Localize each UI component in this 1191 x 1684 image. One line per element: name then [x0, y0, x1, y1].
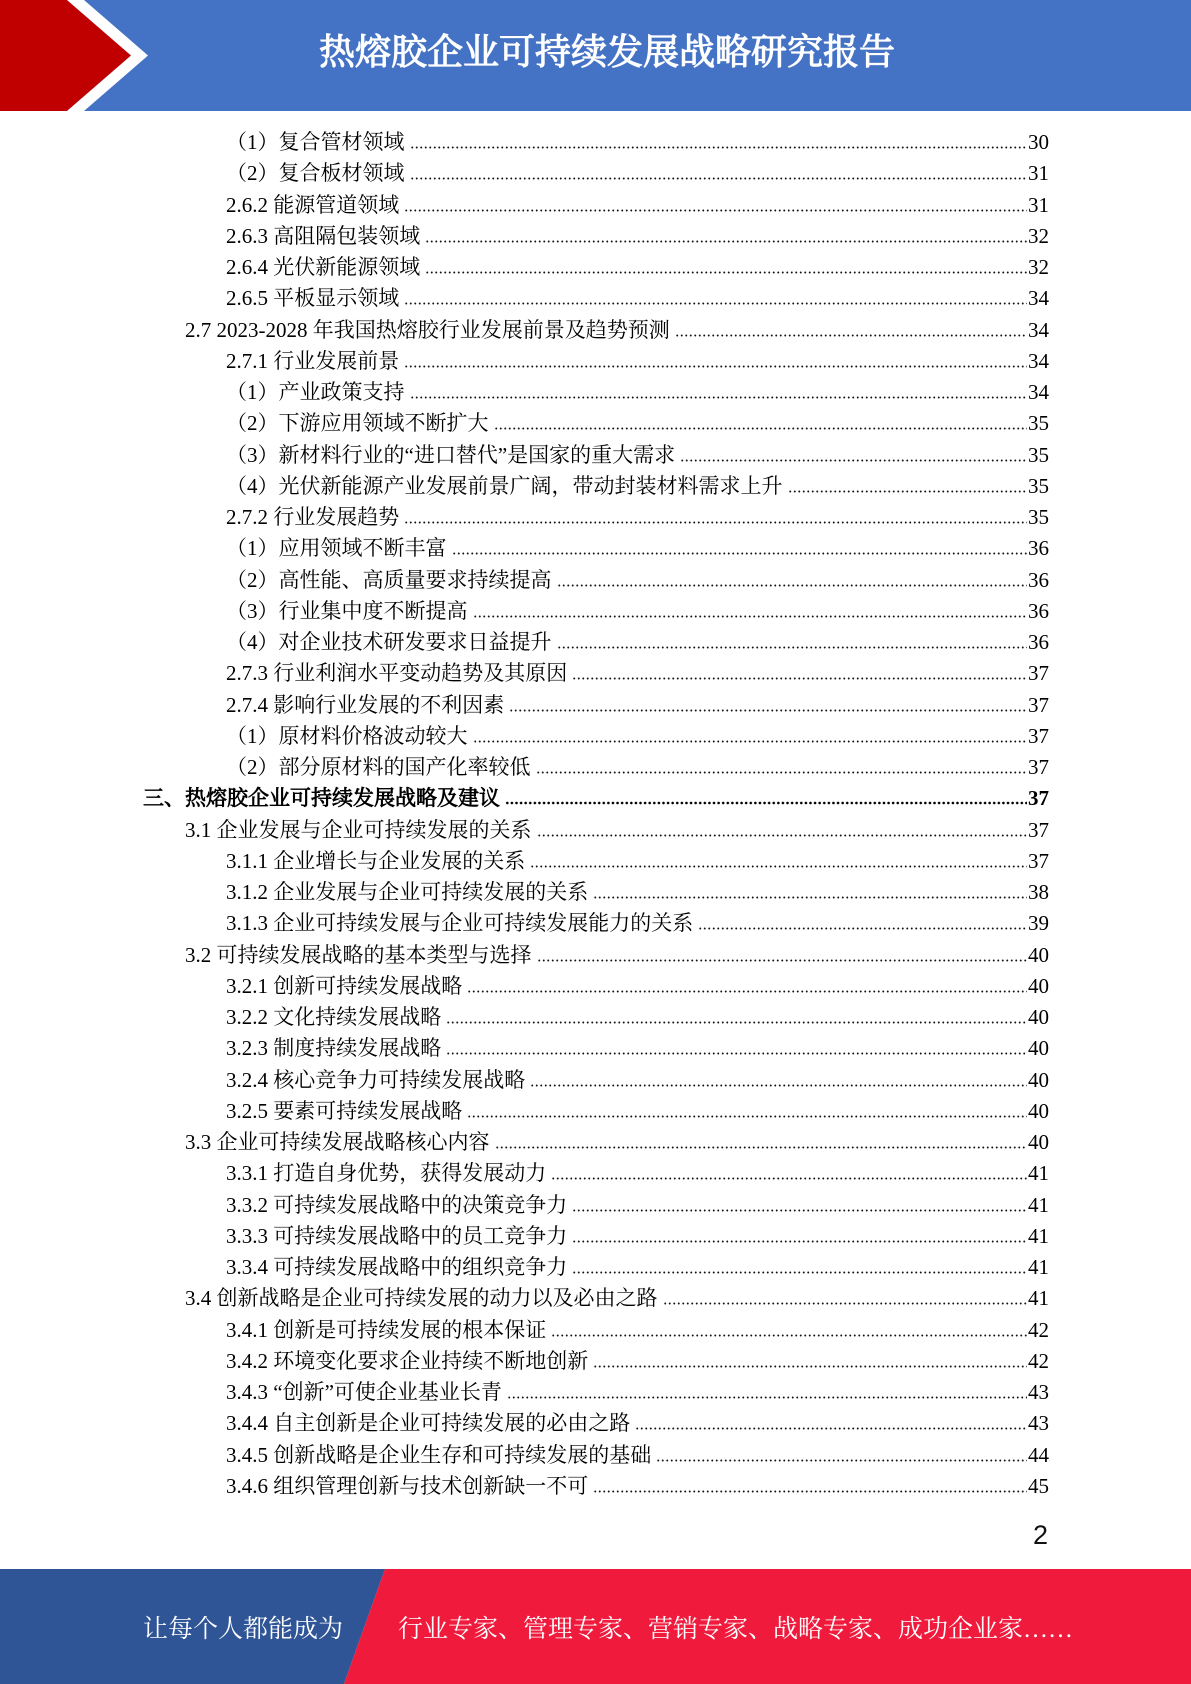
- toc-entry-title: （4）光伏新能源产业发展前景广阔，带动封装材料需求上升: [226, 473, 783, 498]
- toc-entry-page-number: 41: [1028, 1192, 1049, 1217]
- toc-entry[interactable]: [143, 1221, 1049, 1252]
- toc-dot-leader: [494, 427, 1028, 430]
- toc-dot-leader: [551, 1334, 1027, 1337]
- toc-entry-title: 3.4.1 创新是可持续发展的根本保证: [226, 1317, 547, 1342]
- toc-entry-title: 3.2.1 创新可持续发展战略: [226, 973, 463, 998]
- toc-entry[interactable]: [143, 971, 1049, 1002]
- toc-entry-title: 2.7 2023-2028 年我国热熔胶行业发展前景及趋势预测: [185, 317, 670, 342]
- toc-entry-title: 3.2 可持续发展战略的基本类型与选择: [185, 942, 532, 967]
- toc-dot-leader: [467, 1115, 1027, 1118]
- footer-banner: [0, 1569, 1191, 1684]
- toc-entry[interactable]: [143, 1158, 1049, 1189]
- toc-entry-page-number: 34: [1028, 348, 1049, 373]
- toc-dot-leader: [446, 1021, 1027, 1024]
- toc-entry-title: 3.1.3 企业可持续发展与企业可持续发展能力的关系: [226, 911, 694, 936]
- toc-dot-leader: [410, 146, 1028, 149]
- toc-dot-leader: [530, 865, 1027, 868]
- toc-entry-title: 3.4.3 “创新”可使企业基业长青: [226, 1380, 502, 1404]
- toc-entry-title: 3.4.4 自主创新是企业可持续发展的必由之路: [226, 1411, 631, 1436]
- toc-entry-page-number: 37: [1028, 817, 1049, 842]
- toc-entry-page-number: 34: [1028, 317, 1049, 342]
- toc-entry[interactable]: [143, 408, 1049, 439]
- toc-entry[interactable]: [143, 1408, 1049, 1439]
- toc-entry-title: （1）复合管材领域: [226, 130, 405, 154]
- toc-entry-page-number: 40: [1028, 1005, 1049, 1029]
- toc-dot-leader: [557, 646, 1028, 649]
- toc-entry-page-number: 32: [1028, 223, 1049, 248]
- toc-entry-page-number: 32: [1028, 255, 1049, 279]
- toc-dot-leader: [663, 1302, 1028, 1305]
- toc-dot-leader: [425, 240, 1027, 243]
- toc-entry[interactable]: [143, 190, 1049, 221]
- toc-entry-page-number: 30: [1028, 130, 1049, 154]
- toc-entry-title: 3.4.2 环境变化要求企业持续不断地创新: [226, 1348, 589, 1373]
- toc-entry-page-number: 35: [1028, 442, 1049, 467]
- toc-entry-title: 三、热熔胶企业可持续发展战略及建议: [143, 786, 500, 811]
- toc-dot-leader: [537, 834, 1028, 837]
- toc-entry-page-number: 39: [1028, 911, 1049, 936]
- toc-entry[interactable]: [143, 565, 1049, 596]
- toc-entry-page-number: 42: [1028, 1348, 1049, 1373]
- toc-dot-leader: [410, 396, 1028, 399]
- toc-entry[interactable]: [143, 1033, 1049, 1064]
- footer-slogan-right: 行业专家、管理专家、营销专家、战略专家、成功企业家……: [398, 1616, 1074, 1643]
- toc-dot-leader: [473, 615, 1028, 618]
- toc-entry-title: 3.4.6 组织管理创新与技术创新缺一不可: [226, 1473, 589, 1498]
- toc-entry-page-number: 41: [1028, 1286, 1049, 1311]
- toc-entry-title: 3.2.4 核心竞争力可持续发展战略: [226, 1067, 526, 1092]
- toc-dot-leader: [551, 1177, 1027, 1180]
- toc-entry[interactable]: [143, 596, 1049, 627]
- toc-entry-page-number: 40: [1028, 1130, 1049, 1154]
- toc-entry-page-number: 36: [1028, 598, 1049, 623]
- toc-entry-title: （2）高性能、高质量要求持续提高: [226, 567, 552, 592]
- toc-entry-page-number: 40: [1028, 942, 1049, 967]
- footer-slogan-left: 让每个人都能成为: [143, 1616, 344, 1643]
- toc-entry-page-number: 36: [1028, 536, 1049, 561]
- toc-dot-leader: [656, 1459, 1027, 1462]
- toc-entry[interactable]: [143, 1315, 1049, 1346]
- toc-dot-leader: [473, 740, 1028, 743]
- toc-entry[interactable]: [143, 1440, 1049, 1471]
- toc-entry[interactable]: [143, 846, 1049, 877]
- toc-entry[interactable]: [143, 815, 1049, 846]
- toc-dot-leader: [680, 459, 1027, 462]
- toc-entry-page-number: 36: [1028, 567, 1049, 592]
- toc-entry[interactable]: [143, 471, 1049, 502]
- toc-dot-leader: [557, 584, 1028, 587]
- toc-entry-title: 2.6.3 高阻隔包装领域: [226, 223, 421, 248]
- toc-entry-page-number: 35: [1028, 505, 1049, 529]
- toc-entry-page-number: 37: [1028, 848, 1049, 873]
- toc-entry[interactable]: [143, 440, 1049, 471]
- toc-dot-leader: [593, 896, 1027, 899]
- toc-entry-page-number: 34: [1028, 380, 1049, 404]
- toc-entry-page-number: 35: [1028, 473, 1049, 498]
- toc-dot-leader: [572, 677, 1027, 680]
- page-number: 2: [1032, 1520, 1048, 1550]
- toc-entry[interactable]: [143, 658, 1049, 689]
- toc-entry[interactable]: [143, 1252, 1049, 1283]
- toc-entry-title: 2.6.4 光伏新能源领域: [226, 255, 421, 279]
- toc-entry[interactable]: [143, 315, 1049, 346]
- toc-entry[interactable]: [143, 1002, 1049, 1033]
- toc-entry-page-number: 41: [1028, 1223, 1049, 1248]
- toc-entry-title: 3.1.1 企业增长与企业发展的关系: [226, 848, 526, 873]
- toc-entry-title: （1）原材料价格波动较大: [226, 723, 468, 748]
- toc-dot-leader: [404, 302, 1027, 305]
- toc-dot-leader: [404, 365, 1027, 368]
- toc-entry-page-number: 45: [1028, 1473, 1049, 1498]
- toc-entry-page-number: 41: [1028, 1161, 1049, 1186]
- toc-entry-page-number: 37: [1028, 786, 1049, 811]
- toc-entry-title: 3.4.5 创新战略是企业生存和可持续发展的基础: [226, 1442, 652, 1467]
- toc-dot-leader: [505, 801, 1027, 805]
- toc-dot-leader: [404, 209, 1027, 212]
- toc-entry[interactable]: [143, 627, 1049, 658]
- report-title: 热熔胶企业可持续发展战略研究报告: [318, 31, 895, 72]
- toc-entry-title: 3.3.3 可持续发展战略中的员工竞争力: [226, 1223, 568, 1248]
- toc-entry-title: 3.1 企业发展与企业可持续发展的关系: [185, 817, 532, 842]
- toc-dot-leader: [572, 1271, 1027, 1274]
- toc-entry-page-number: 43: [1028, 1380, 1049, 1404]
- toc-entry-page-number: 40: [1028, 1098, 1049, 1123]
- toc-dot-leader: [507, 1396, 1027, 1399]
- toc-entry[interactable]: [143, 533, 1049, 564]
- toc-entry-title: 2.7.4 影响行业发展的不利因素: [226, 692, 505, 717]
- toc-entry-page-number: 31: [1028, 161, 1049, 186]
- toc-dot-leader: [788, 490, 1028, 493]
- toc-entry[interactable]: [143, 252, 1049, 283]
- toc-dot-leader: [593, 1490, 1027, 1493]
- toc-dot-leader: [467, 990, 1027, 993]
- toc-entry-page-number: 42: [1028, 1317, 1049, 1342]
- toc-entry-page-number: 37: [1028, 661, 1049, 686]
- toc-entry-page-number: 43: [1028, 1411, 1049, 1436]
- toc-dot-leader: [446, 1052, 1027, 1055]
- toc-dot-leader: [425, 271, 1027, 274]
- header-banner: [0, 0, 1191, 111]
- toc-entry[interactable]: [143, 346, 1049, 377]
- toc-dot-leader: [635, 1427, 1027, 1430]
- toc-entry-title: 2.7.3 行业利润水平变动趋势及其原因: [226, 661, 568, 686]
- toc-entry-page-number: 44: [1028, 1442, 1049, 1467]
- toc-entry-page-number: 40: [1028, 1036, 1049, 1061]
- toc-entry-title: 2.6.5 平板显示领域: [226, 286, 400, 311]
- toc-entry[interactable]: [143, 721, 1049, 752]
- toc-entry[interactable]: [143, 1346, 1049, 1377]
- toc-entry[interactable]: [143, 1471, 1049, 1502]
- toc-entry[interactable]: [143, 1283, 1049, 1314]
- toc-entry[interactable]: [143, 1127, 1049, 1158]
- toc-entry-title: （2）部分原材料的国产化率较低: [226, 755, 531, 779]
- toc-entry-title: 3.2.3 制度持续发展战略: [226, 1036, 442, 1061]
- toc-dot-leader: [410, 177, 1028, 180]
- toc-entry[interactable]: [143, 690, 1049, 721]
- toc-entry[interactable]: [143, 127, 1049, 158]
- toc-dot-leader: [698, 927, 1027, 930]
- toc-entry-title: （2）下游应用领域不断扩大: [226, 411, 489, 436]
- toc-entry-title: （1）产业政策支持: [226, 380, 405, 404]
- toc-entry-title: 3.3.2 可持续发展战略中的决策竞争力: [226, 1192, 568, 1217]
- toc-entry-title: （1）应用领域不断丰富: [226, 536, 447, 561]
- toc-entry-page-number: 38: [1028, 880, 1049, 904]
- toc-entry-title: 2.7.1 行业发展前景: [226, 348, 400, 373]
- toc-entry[interactable]: [143, 1190, 1049, 1221]
- toc-entry-title: （4）对企业技术研发要求日益提升: [226, 630, 552, 654]
- toc-entry-page-number: 37: [1028, 755, 1049, 779]
- toc-dot-leader: [537, 959, 1028, 962]
- toc-dot-leader: [675, 334, 1027, 337]
- toc-entry[interactable]: [143, 283, 1049, 314]
- toc-entry-page-number: 37: [1028, 723, 1049, 748]
- toc-entry-title: 2.6.2 能源管道领域: [226, 192, 400, 217]
- toc-entry-title: （3）新材料行业的“进口替代”是国家的重大需求: [226, 442, 676, 467]
- toc-dot-leader: [452, 552, 1028, 555]
- toc-entry[interactable]: [143, 1096, 1049, 1127]
- toc-entry[interactable]: [143, 1065, 1049, 1096]
- toc-dot-leader: [495, 1146, 1028, 1149]
- toc-entry-title: 3.3.1 打造自身优势，获得发展动力: [226, 1161, 547, 1186]
- toc-dot-leader: [530, 1084, 1027, 1087]
- toc-dot-leader: [572, 1209, 1027, 1212]
- toc-entry[interactable]: [143, 940, 1049, 971]
- toc-entry[interactable]: [143, 877, 1049, 908]
- table-of-contents: [143, 127, 1049, 1502]
- toc-entry-title: 2.7.2 行业发展趋势: [226, 505, 400, 529]
- toc-entry-page-number: 40: [1028, 973, 1049, 998]
- toc-entry[interactable]: [143, 908, 1049, 939]
- toc-entry-title: 3.3 企业可持续发展战略核心内容: [185, 1130, 490, 1154]
- toc-dot-leader: [404, 521, 1027, 524]
- toc-entry-title: （3）行业集中度不断提高: [226, 598, 468, 623]
- toc-entry-title: 3.1.2 企业发展与企业可持续发展的关系: [226, 880, 589, 904]
- toc-entry[interactable]: [143, 221, 1049, 252]
- toc-entry[interactable]: [143, 783, 1049, 814]
- toc-dot-leader: [572, 1240, 1027, 1243]
- toc-dot-leader: [509, 709, 1027, 712]
- toc-entry[interactable]: [143, 158, 1049, 189]
- toc-entry-title: 3.2.5 要素可持续发展战略: [226, 1098, 463, 1123]
- toc-entry-page-number: 41: [1028, 1255, 1049, 1279]
- toc-entry-title: 3.3.4 可持续发展战略中的组织竞争力: [226, 1255, 568, 1279]
- toc-entry[interactable]: [143, 752, 1049, 783]
- toc-dot-leader: [536, 771, 1028, 774]
- toc-entry[interactable]: [143, 377, 1049, 408]
- toc-entry-page-number: 40: [1028, 1067, 1049, 1092]
- toc-entry-page-number: 36: [1028, 630, 1049, 654]
- toc-entry-page-number: 35: [1028, 411, 1049, 436]
- toc-entry-title: （2）复合板材领域: [226, 161, 405, 186]
- toc-dot-leader: [593, 1365, 1027, 1368]
- toc-entry-page-number: 34: [1028, 286, 1049, 311]
- toc-entry[interactable]: [143, 1377, 1049, 1408]
- toc-entry-page-number: 31: [1028, 192, 1049, 217]
- toc-entry[interactable]: [143, 502, 1049, 533]
- toc-entry-title: 3.4 创新战略是企业可持续发展的动力以及必由之路: [185, 1286, 658, 1311]
- toc-entry-title: 3.2.2 文化持续发展战略: [226, 1005, 442, 1029]
- toc-entry-page-number: 37: [1028, 692, 1049, 717]
